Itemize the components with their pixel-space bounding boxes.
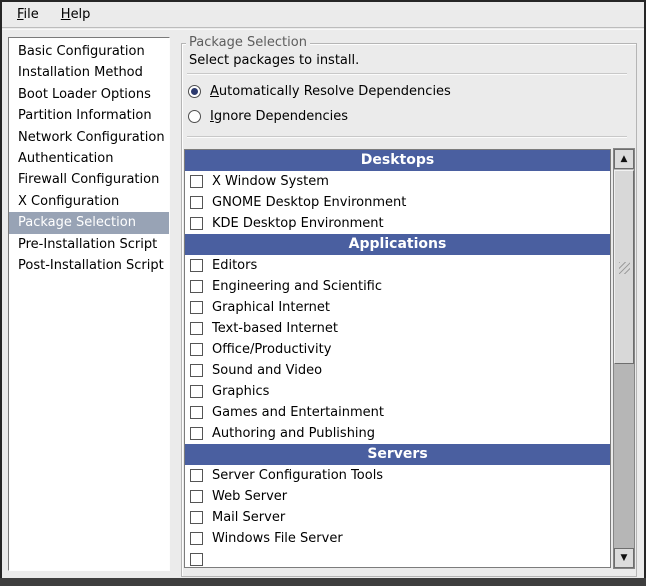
- package-label: Office/Productivity: [212, 342, 332, 357]
- menu-file[interactable]: File: [17, 7, 39, 22]
- package-checkbox[interactable]: [190, 553, 203, 566]
- menu-help[interactable]: Help: [60, 7, 91, 22]
- package-row[interactable]: [185, 171, 610, 192]
- menu-bar: [2, 2, 644, 27]
- scroll-up-button[interactable]: [614, 149, 634, 169]
- package-row[interactable]: [185, 297, 610, 318]
- package-row[interactable]: [185, 402, 610, 423]
- package-label: Engineering and Scientific: [212, 279, 383, 294]
- package-label: GNOME Desktop Environment: [212, 195, 407, 210]
- package-checkbox[interactable]: [190, 364, 203, 377]
- package-checkbox[interactable]: [190, 406, 203, 419]
- radio-button-icon[interactable]: [188, 110, 201, 123]
- scroll-down-button[interactable]: [614, 548, 634, 568]
- package-label: Authoring and Publishing: [212, 426, 376, 441]
- package-checkbox[interactable]: [190, 385, 203, 398]
- package-row[interactable]: [185, 318, 610, 339]
- radio-ignore-deps[interactable]: [188, 106, 348, 126]
- package-checkbox[interactable]: [190, 343, 203, 356]
- sidebar-item[interactable]: Installation Method: [18, 65, 143, 81]
- package-group-header: Servers: [185, 444, 610, 465]
- package-label: Windows File Server: [212, 531, 343, 546]
- package-checkbox[interactable]: [190, 217, 203, 230]
- package-checkbox[interactable]: [190, 280, 203, 293]
- window-bottom-edge: [0, 578, 646, 586]
- package-label: Games and Entertainment: [212, 405, 385, 420]
- radio-label: Ignore Dependencies: [210, 108, 348, 124]
- package-label: X Window System: [212, 174, 329, 189]
- menubar-separator: [2, 27, 644, 30]
- package-checkbox[interactable]: [190, 511, 203, 524]
- package-label: KDE Desktop Environment: [212, 216, 384, 231]
- scroll-up-icon: ▲: [620, 153, 628, 164]
- sidebar-item[interactable]: Boot Loader Options: [18, 86, 151, 102]
- scrollbar-grip-icon: [619, 262, 630, 274]
- frame-title: Package Selection: [186, 35, 310, 50]
- package-row[interactable]: [185, 192, 610, 213]
- package-row[interactable]: [185, 465, 610, 486]
- package-checkbox[interactable]: [190, 259, 203, 272]
- package-group-header: Applications: [185, 234, 610, 255]
- package-label: Server Configuration Tools: [212, 468, 384, 483]
- sidebar-item[interactable]: Basic Configuration: [18, 44, 145, 59]
- package-checkbox[interactable]: [190, 196, 203, 209]
- package-row[interactable]: [185, 486, 610, 507]
- package-row[interactable]: [185, 276, 610, 297]
- package-label: Graphics: [212, 384, 270, 399]
- package-checkbox[interactable]: [190, 532, 203, 545]
- package-checkbox[interactable]: [190, 469, 203, 482]
- package-row[interactable]: [185, 360, 610, 381]
- package-label: Web Server: [212, 489, 288, 504]
- radio-auto-resolve[interactable]: [188, 81, 451, 101]
- radio-label: Automatically Resolve Dependencies: [210, 83, 451, 99]
- scroll-down-icon: ▼: [620, 552, 628, 563]
- package-label: Text-based Internet: [212, 321, 338, 336]
- package-checkbox[interactable]: [190, 490, 203, 503]
- package-checkbox[interactable]: [190, 175, 203, 188]
- package-checkbox[interactable]: [190, 427, 203, 440]
- package-row[interactable]: [185, 381, 610, 402]
- package-label: Graphical Internet: [212, 300, 330, 315]
- sidebar-item[interactable]: Network Configuration: [18, 129, 165, 145]
- package-checkbox[interactable]: [190, 301, 203, 314]
- sidebar-nav: [8, 37, 170, 571]
- sidebar-item[interactable]: Post-Installation Script: [18, 257, 164, 273]
- package-selection-frame: [181, 35, 637, 577]
- sidebar-item[interactable]: Package Selection: [9, 212, 169, 233]
- package-row[interactable]: [185, 339, 610, 360]
- package-group-header: Desktops: [185, 150, 610, 171]
- package-label: Mail Server: [212, 510, 286, 525]
- package-row[interactable]: [185, 213, 610, 234]
- package-list: [184, 149, 611, 568]
- separator: [187, 136, 627, 138]
- sidebar-item[interactable]: Partition Information: [18, 108, 152, 124]
- scrollbar-thumb[interactable]: [614, 170, 634, 364]
- subtitle: Select packages to install.: [189, 53, 360, 68]
- package-checkbox[interactable]: [190, 322, 203, 335]
- sidebar-item[interactable]: Pre-Installation Script: [18, 236, 158, 252]
- package-label: Editors: [212, 258, 258, 273]
- vertical-scrollbar[interactable]: [613, 148, 635, 569]
- package-row[interactable]: [185, 423, 610, 444]
- package-label: Sound and Video: [212, 363, 323, 378]
- package-row[interactable]: [185, 255, 610, 276]
- package-row[interactable]: [185, 549, 610, 568]
- sidebar-item[interactable]: Firewall Configuration: [18, 172, 160, 188]
- sidebar-item[interactable]: Authentication: [18, 150, 114, 166]
- radio-button-icon[interactable]: [188, 85, 201, 98]
- separator: [187, 73, 627, 75]
- package-row[interactable]: [185, 507, 610, 528]
- package-row[interactable]: [185, 528, 610, 549]
- sidebar-item[interactable]: X Configuration: [18, 193, 120, 209]
